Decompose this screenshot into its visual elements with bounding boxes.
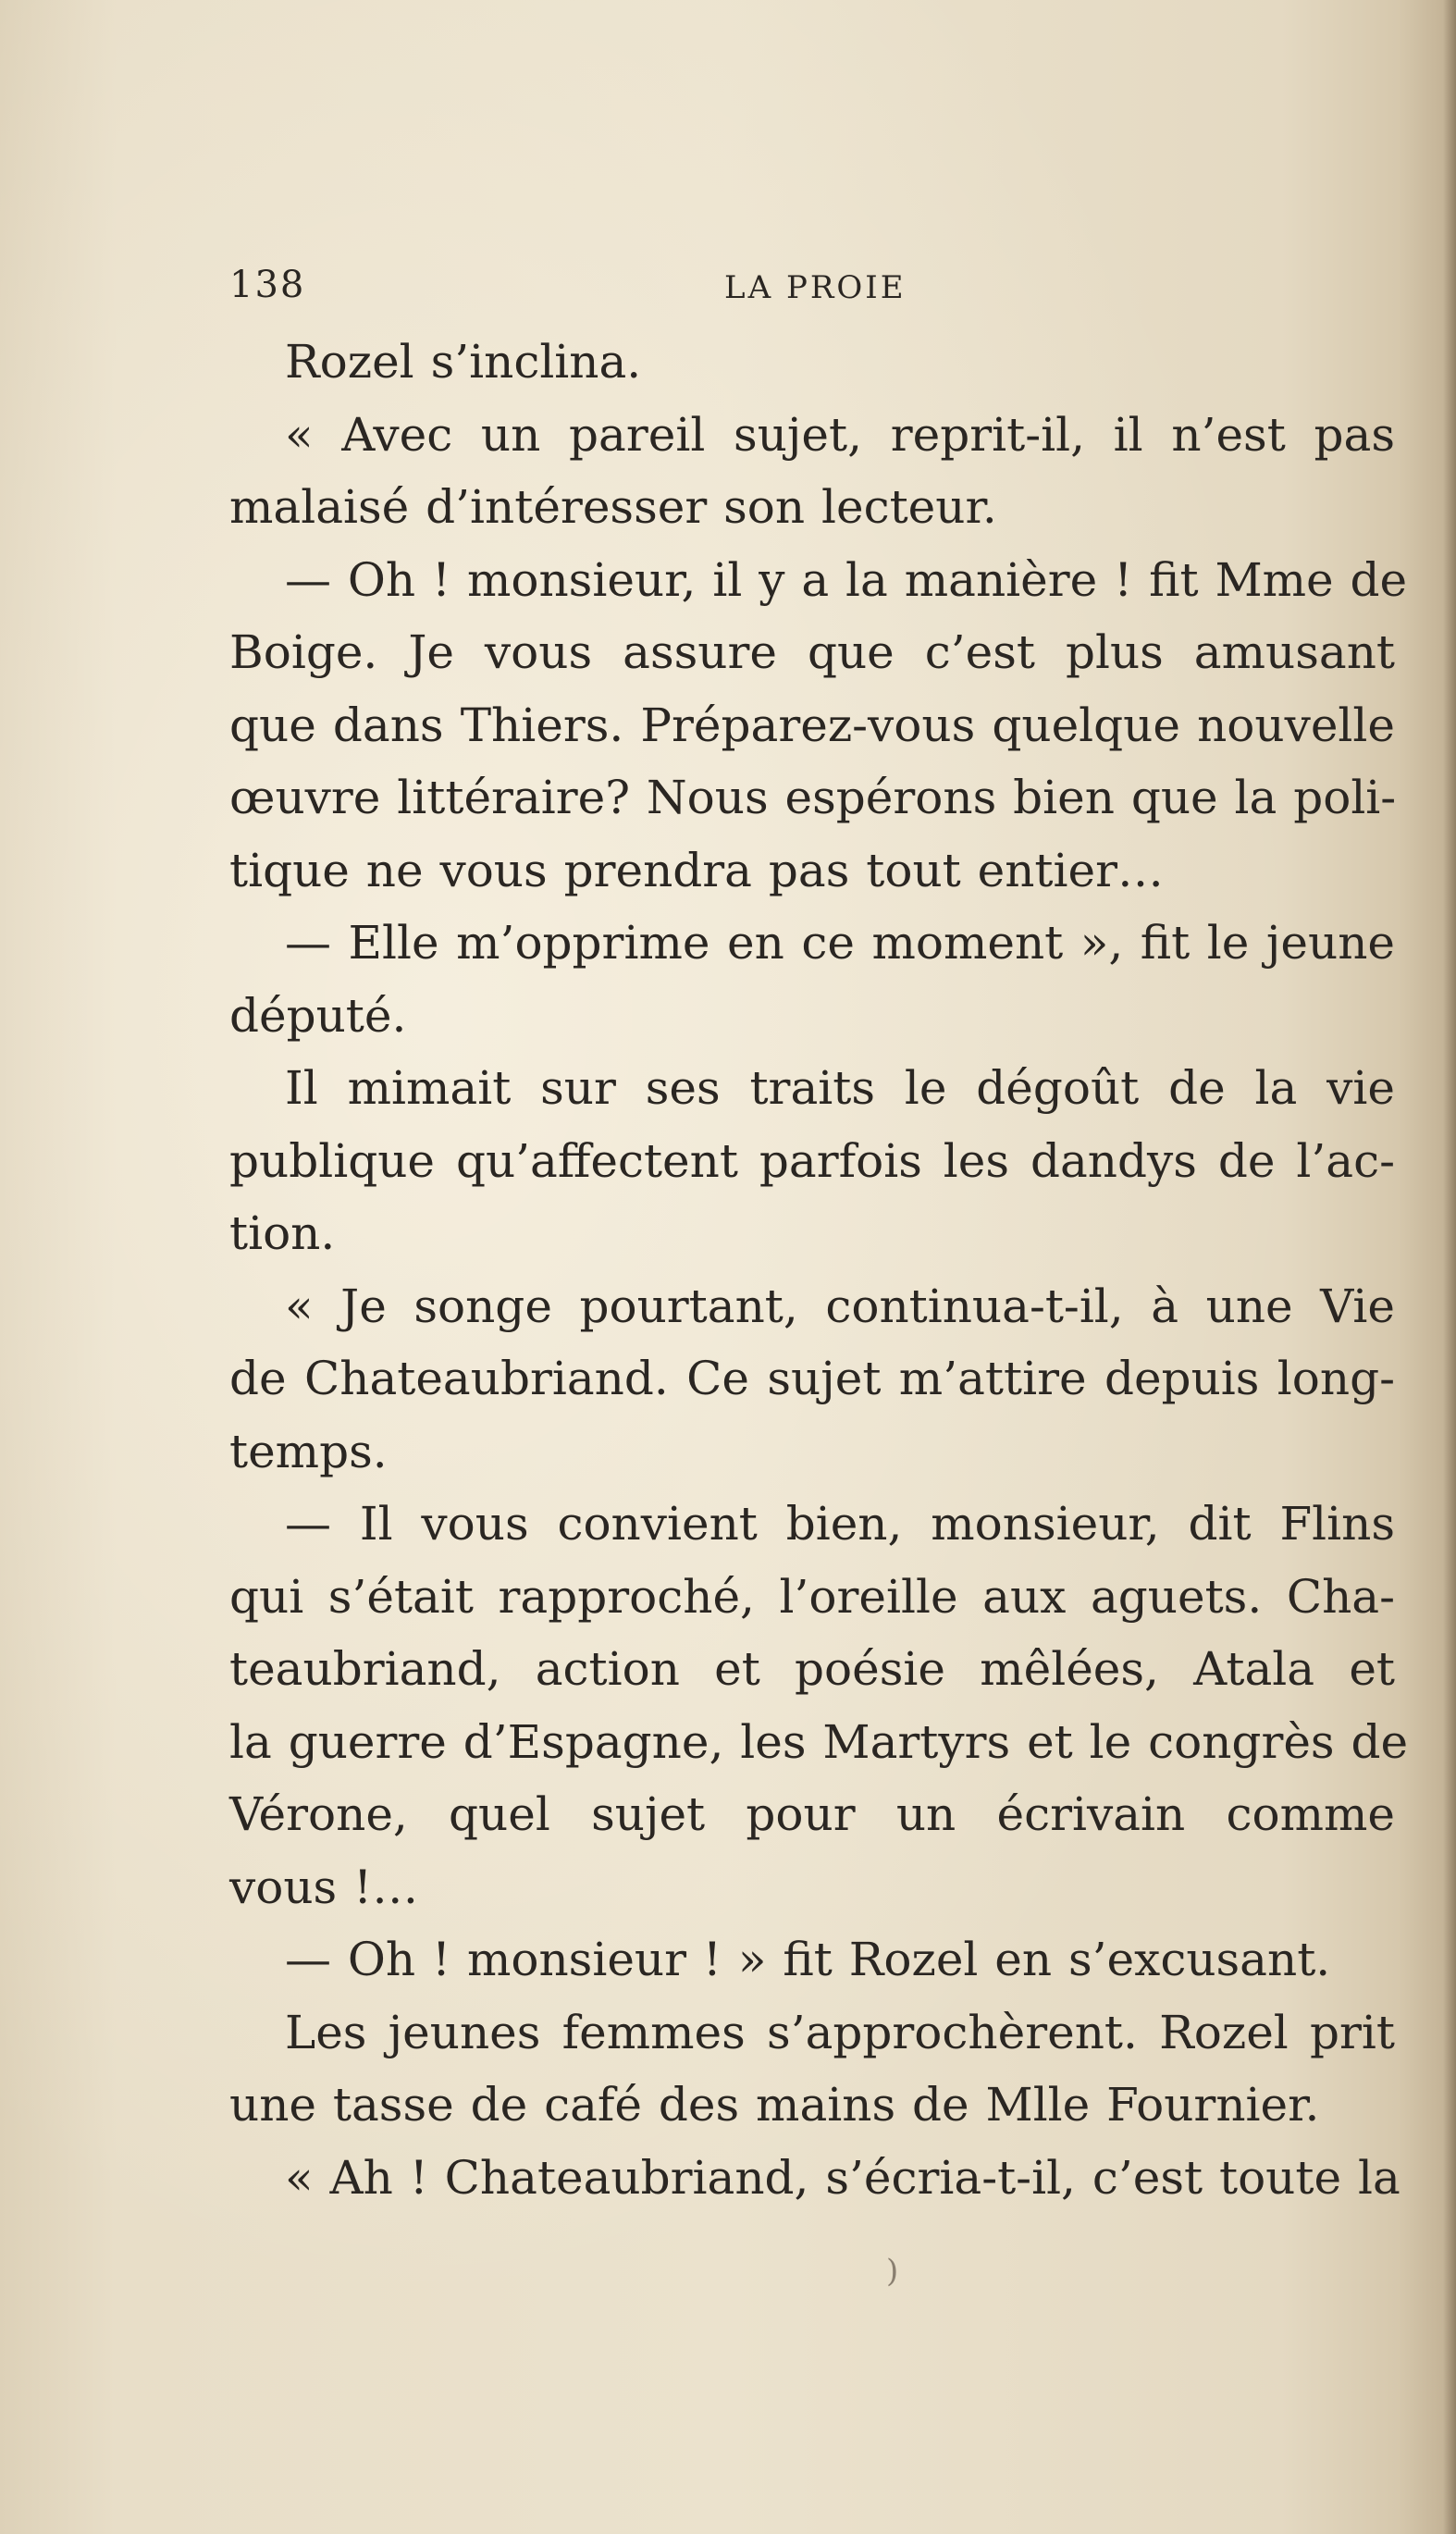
text-line: « Avec un pareil sujet, reprit-il, il n’est pas xyxy=(285,407,1395,462)
stray-mark: ) xyxy=(886,2253,899,2290)
page-number: 138 xyxy=(229,264,306,306)
text-line: député. xyxy=(229,988,407,1043)
text-line: vous !… xyxy=(229,1860,419,1914)
running-title: LA PROIE xyxy=(724,269,907,306)
text-line: — Oh ! monsieur, il y a la manière ! fit Mme de xyxy=(285,552,1408,607)
text-line: qui s’était rapproché, l’oreille aux aguets. Cha- xyxy=(229,1569,1395,1624)
text-line: œuvre littéraire? Nous espérons bien que la poli- xyxy=(229,771,1397,824)
text-line: Boige. Je vous assure que c’est plus amusant xyxy=(229,625,1395,679)
text-line: Vérone, quel sujet pour un écrivain comme xyxy=(229,1787,1395,1841)
text-line: « Je songe pourtant, continua-t-il, à une Vie xyxy=(285,1279,1395,1333)
text-line: malaisé d’intéresser son lecteur. xyxy=(229,480,997,534)
text-line: tion. xyxy=(229,1206,336,1260)
text-line: teaubriand, action et poésie mêlées, Atala et xyxy=(229,1642,1395,1696)
text-line: « Ah ! Chateaubriand, s’écria-t-il, c’est toute la xyxy=(285,2150,1400,2205)
body-text xyxy=(229,326,1409,2214)
text-line: — Il vous convient bien, monsieur, dit Flins xyxy=(285,1497,1395,1551)
page-header xyxy=(229,264,1395,319)
text-line: temps. xyxy=(229,1424,388,1478)
text-line: Les jeunes femmes s’approchèrent. Rozel prit xyxy=(285,2005,1395,2059)
text-line: de Chateaubriand. Ce sujet m’attire depuis long- xyxy=(229,1352,1395,1405)
text-line: Rozel s’inclina. xyxy=(285,335,642,389)
text-line: — Elle m’opprime en ce moment », fit le jeune xyxy=(285,916,1395,970)
text-line: tique ne vous prendra pas tout entier… xyxy=(229,843,1164,897)
text-line: une tasse de café des mains de Mlle Fournier. xyxy=(229,2078,1320,2132)
text-line: publique qu’affectent parfois les dandys de l’ac- xyxy=(229,1133,1395,1188)
text-line: Il mimait sur ses traits le dégoût de la vie xyxy=(285,1061,1395,1115)
text-line: que dans Thiers. Préparez-vous quelque nouvelle xyxy=(229,698,1395,752)
text-line: la guerre d’Espagne, les Martyrs et le congrès de xyxy=(229,1714,1409,1769)
text-line: — Oh ! monsieur ! » fit Rozel en s’excusant. xyxy=(285,1933,1331,1986)
